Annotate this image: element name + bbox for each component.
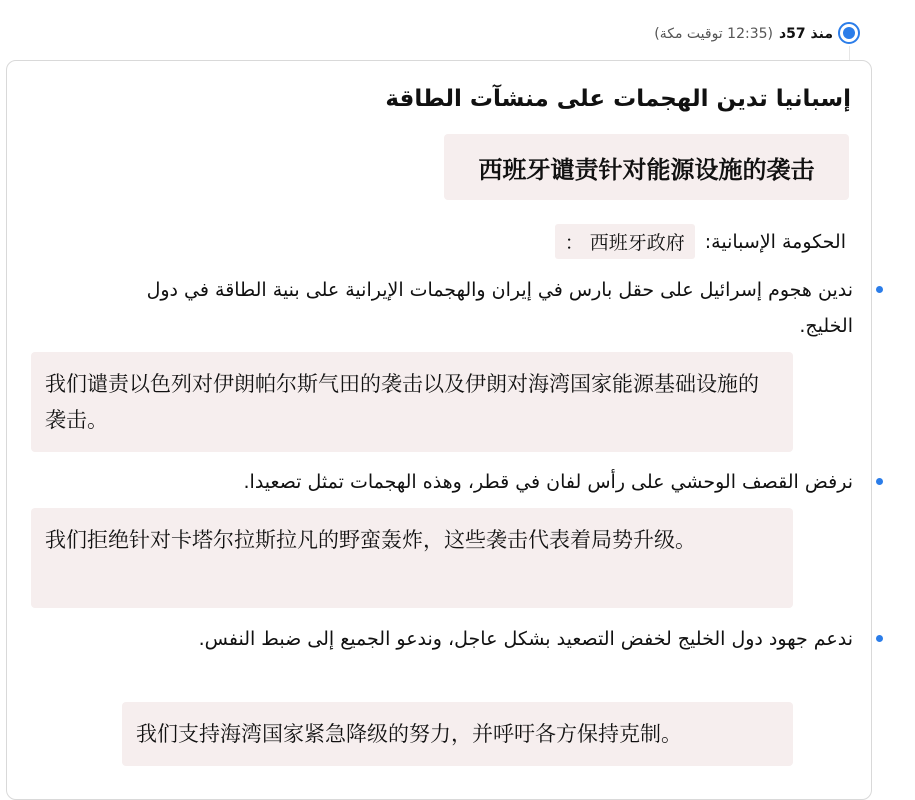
- statement-zh: 我们拒绝针对卡塔尔拉斯拉凡的野蛮轰炸，这些袭击代表着局势升级。: [31, 508, 793, 608]
- time-clock: (12:35 توقيت مكة): [654, 26, 773, 42]
- article-title-ar: إسبانيا تدين الهجمات على منشآت الطاقة: [385, 86, 851, 112]
- timeline-dot-icon: [838, 22, 860, 44]
- statement-zh: 我们支持海湾国家紧急降级的努力，并呼吁各方保持克制。: [122, 702, 793, 766]
- time-since: منذ 57د: [778, 26, 833, 42]
- government-label-ar: الحكومة الإسبانية:: [704, 230, 846, 253]
- statement-ar: ندعم جهود دول الخليج لخفض التصعيد بشكل عاجل، وندعو الجميع إلى ضبط النفس.: [98, 621, 853, 657]
- government-label-zh: 西班牙政府 ：: [555, 224, 695, 259]
- timestamp: [654, 22, 833, 46]
- statement-ar: نرفض القصف الوحشي على رأس لفان في قطر، وهذه الهجمات تمثل تصعيدا.: [123, 464, 853, 500]
- article-title-zh: 西班牙谴责针对能源设施的袭击: [444, 134, 849, 200]
- government-label: [555, 224, 846, 259]
- statement-ar: ندين هجوم إسرائيل على حقل بارس في إيران والهجمات الإيرانية على بنية الطاقة في دول الخليج.: [123, 272, 853, 344]
- statement-zh: 我们谴责以色列对伊朗帕尔斯气田的袭击以及伊朗对海湾国家能源基础设施的袭击。: [31, 352, 793, 452]
